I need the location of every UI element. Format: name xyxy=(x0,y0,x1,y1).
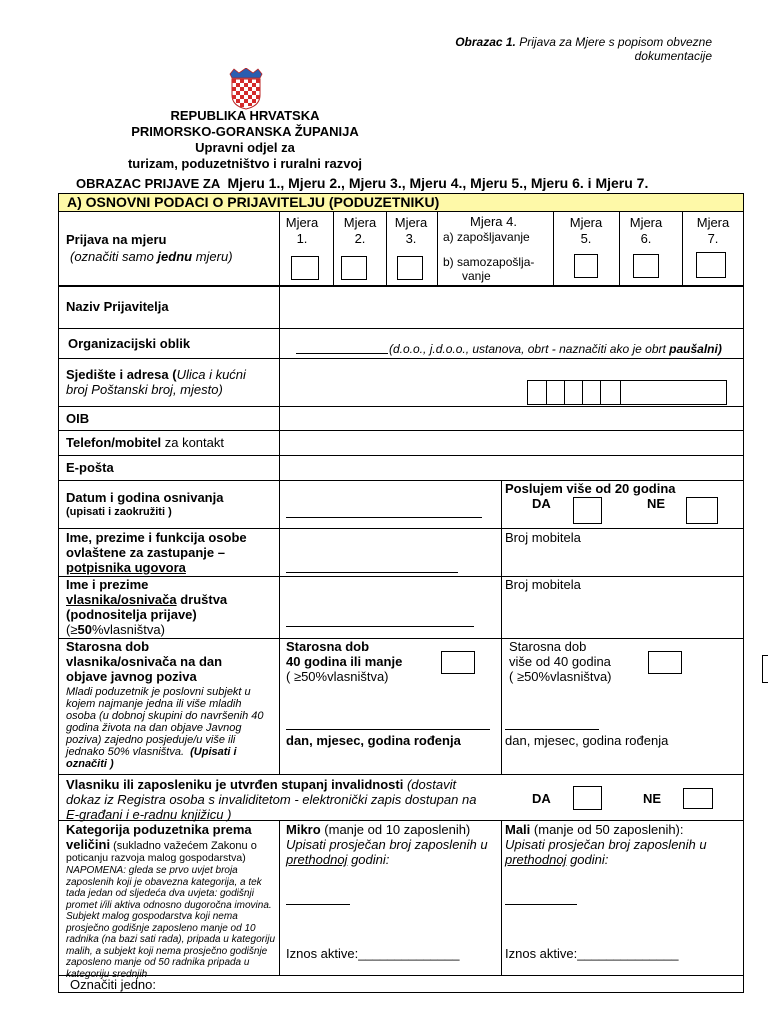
dob-right-label: Starosna dob više od 40 godina ( ≥50%vlasništva) xyxy=(509,639,612,684)
form-description: Prijava za Mjere s popisom obvezne xyxy=(519,35,712,49)
mjera-1: 1. xyxy=(296,231,308,246)
mali-employees-input[interactable] xyxy=(505,884,577,903)
measure-hint: (označiti samo jednu mjeru) xyxy=(70,249,233,264)
mikro-label: Mikro (manje od 10 zaposlenih) Upisati prosječan broj zaposlenih u prethodnoj godini: xyxy=(286,822,488,867)
checkbox-mjera-6[interactable] xyxy=(633,254,659,278)
mjera-4a: a) zapošljavanje xyxy=(443,230,530,244)
mikro-employees-input[interactable] xyxy=(286,884,350,903)
checkbox-mjera-1[interactable] xyxy=(291,256,319,280)
org-label: Organizacijski oblik xyxy=(68,336,191,351)
dob-40-or-less-checkbox[interactable] xyxy=(441,651,475,674)
dob-left-label: Starosna dob 40 godina ili manje ( ≥50%vlasništva) xyxy=(286,639,403,684)
checkbox-mjera-3[interactable] xyxy=(397,256,423,280)
dob-left-date-input[interactable] xyxy=(286,708,490,728)
datum-label: Datum i godina osnivanja xyxy=(66,490,224,505)
measure-label: Prijava na mjeru xyxy=(66,232,167,247)
kategorija-law: poticanju razvoja malog gospodarstva) xyxy=(66,852,246,864)
broj-mobitela-label-2: Broj mobitela xyxy=(505,577,581,592)
mjera-label: Mjera xyxy=(629,215,663,230)
mjera-4b: b) samozapošlja- xyxy=(443,255,535,269)
mjera-label: Mjera xyxy=(394,215,428,230)
mjera-label: Mjera xyxy=(285,215,319,230)
dob-note: Mladi poduzetnik je poslovni subjekt u kojem najmanje jedna ili više mladih osoba (u dobnoj skupini do navršenih 40 godina života na dan objave Javnog poziva) zajedno posjeduje/u više ili jednako 50% vlasništva. (Upisati i označiti ) xyxy=(66,686,264,770)
org-input[interactable] xyxy=(296,332,388,352)
dob-right-date-label: dan, mjesec, godina rođenja xyxy=(505,733,669,748)
form-description-2: dokumentacije xyxy=(634,49,712,63)
mjera-6: 6. xyxy=(640,231,652,246)
institution-block xyxy=(90,108,400,172)
datum-input[interactable] xyxy=(286,496,482,516)
email-label: E-pošta xyxy=(66,460,114,475)
form-title-measures: Mjeru 1., Mjeru 2., Mjeru 3., Mjeru 4., Mjeru 5., Mjeru 6. i Mjeru 7. xyxy=(227,175,649,191)
kategorija-label: Kategorija poduzetnika prema veličini (sukladno važećem Zakonu o xyxy=(66,822,257,852)
checkbox-mjera-7[interactable] xyxy=(696,252,726,278)
institution-line: REPUBLIKA HRVATSKA xyxy=(170,108,320,123)
checkbox-mjera-2[interactable] xyxy=(341,256,367,280)
telefon-label: Telefon/mobitel za kontakt xyxy=(66,435,224,450)
mjera-label: Mjera xyxy=(696,215,730,230)
offpage-box xyxy=(762,655,768,683)
mali-label: Mali (manje od 50 zaposlenih): Upisati prosječan broj zaposlenih u prethodnoj godini: xyxy=(505,822,707,867)
postal-code-input[interactable] xyxy=(527,380,727,405)
mjera-label: Mjera xyxy=(343,215,377,230)
invalidnost-ne-checkbox[interactable] xyxy=(683,788,713,809)
institution-line: turizam, poduzetništvo i ruralni razvoj xyxy=(127,156,363,171)
mikro-iznos-aktive: Iznos aktive:______________ xyxy=(286,946,460,961)
sjediste-label: Sjedište i adresa (Ulica i kućni broj Poštanski broj, mjesto) xyxy=(66,367,246,397)
section-a-header: A) OSNOVNI PODACI O PRIJAVITELJU (PODUZETNIKU) xyxy=(59,194,743,212)
osoba-input[interactable] xyxy=(286,550,458,570)
dob-right-date-input[interactable] xyxy=(505,708,599,728)
poslujem-label: Poslujem više od 20 godina xyxy=(505,481,676,496)
naziv-label: Naziv Prijavitelja xyxy=(66,299,169,314)
mjera-label: Mjera xyxy=(569,215,603,230)
osoba-label: Ime, prezime i funkcija osobe ovlaštene za zastupanje – potpisnika ugovora xyxy=(66,530,247,575)
dob-left-date-label: dan, mjesec, godina rođenja xyxy=(286,733,461,748)
mjera-4b-cont: vanje xyxy=(462,269,491,283)
datum-hint: (upisati i zaokružiti ) xyxy=(66,506,172,518)
poslujem-da-checkbox[interactable] xyxy=(573,497,602,524)
mjera-4-title: Mjera 4. xyxy=(470,214,517,229)
mjera-3: 3. xyxy=(405,231,417,246)
institution-line: PRIMORSKO-GORANSKA ŽUPANIJA xyxy=(131,124,359,139)
mjera-7: 7. xyxy=(707,231,719,246)
mjera-5: 5. xyxy=(580,231,592,246)
telefon-input[interactable] xyxy=(281,432,741,454)
form-reference xyxy=(380,35,712,63)
invalidnost-ne-label: NE xyxy=(643,791,662,806)
invalidnost-label: Vlasniku ili zaposleniku je utvrđen stupanj invalidnosti (dostavit dokaz iz Registra osoba s invaliditetom - elektronički zapis dostupan na E-građani i e-radnu knjižicu ) xyxy=(66,777,477,822)
poslujem-da-label: DA xyxy=(532,496,551,511)
form-title-prefix: OBRAZAC PRIJAVE ZA xyxy=(76,176,221,191)
institution-line: Upravni odjel za xyxy=(195,140,295,155)
coat-of-arms-icon xyxy=(226,68,266,110)
dob-over-40-checkbox[interactable] xyxy=(648,651,682,674)
oznaciti-jedno-label: Označiti jedno: xyxy=(70,977,156,992)
oib-input[interactable] xyxy=(281,408,741,429)
form-number: Obrazac 1. xyxy=(455,35,516,49)
mjera-2: 2. xyxy=(354,231,366,246)
org-hint: (d.o.o., j.d.o.o., ustanova, obrt - naznačiti ako je obrt paušalni) xyxy=(389,342,722,356)
poslujem-ne-label: NE xyxy=(647,496,666,511)
email-input[interactable] xyxy=(281,457,741,479)
checkbox-mjera-5[interactable] xyxy=(574,254,598,278)
invalidnost-da-label: DA xyxy=(532,791,551,806)
naziv-input[interactable] xyxy=(281,290,741,326)
mali-iznos-aktive: Iznos aktive:______________ xyxy=(505,946,679,961)
vlasnik-label: Ime i prezime vlasnika/osnivača društva (podnositelja prijave) (≥50%vlasništva) xyxy=(66,577,228,637)
poslujem-ne-checkbox[interactable] xyxy=(686,497,718,524)
kategorija-note: NAPOMENA: gleda se prvo uvjet broja zaposlenih koji je obavezna kategorija, a tek tada jedan od sljedeća dva uvjeta: godišnji promet i/ili aktiva odnosno dugoročna imovina. Subjekt malog gospodarstva koji nema prosječno godišnje zaposleno manje od 10 radnika (na bazi sati rada), pripada u kategoriju malih, a subjekt koji nema prosječno godišnje zaposleno manje od 50 radnika pripada u kategoriju srednjih xyxy=(66,865,276,980)
vlasnik-input[interactable] xyxy=(286,604,474,624)
form-title xyxy=(76,175,648,191)
dob-label: Starosna dob vlasnika/osnivača na dan objave javnog poziva xyxy=(66,639,223,684)
oib-label: OIB xyxy=(66,411,90,426)
broj-mobitela-label: Broj mobitela xyxy=(505,530,581,545)
invalidnost-da-checkbox[interactable] xyxy=(573,786,602,810)
